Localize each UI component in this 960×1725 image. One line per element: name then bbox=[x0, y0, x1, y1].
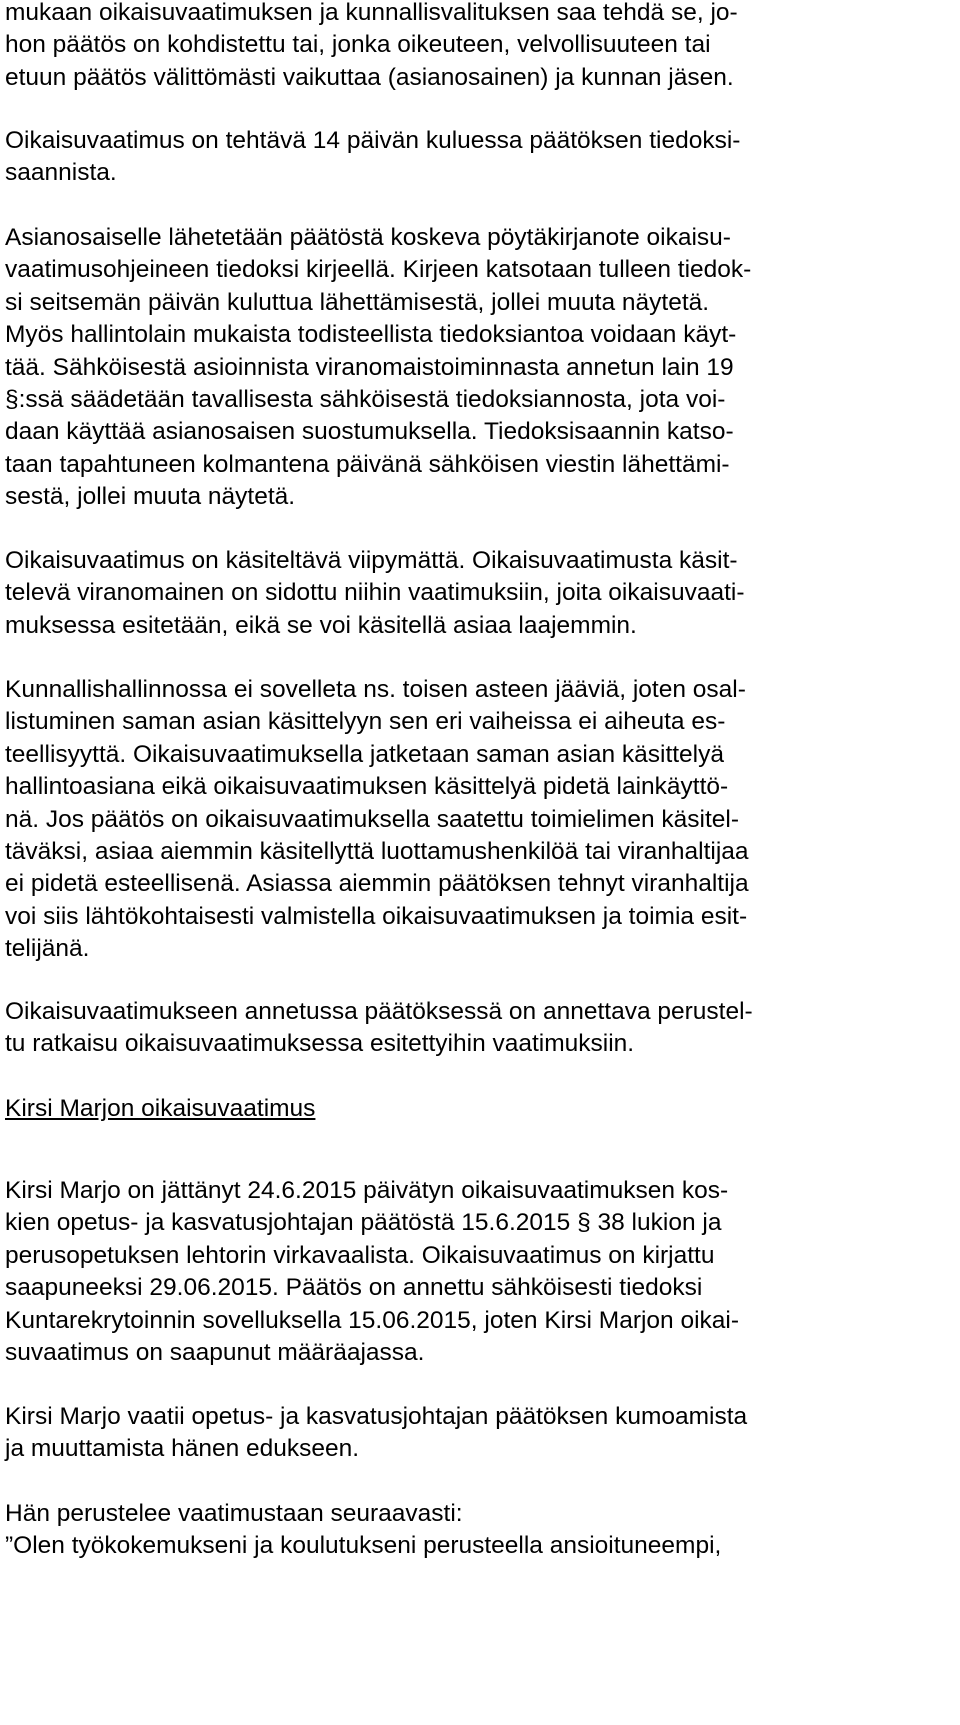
section-heading bbox=[5, 1093, 315, 1125]
paragraph-processing bbox=[5, 545, 744, 642]
text-line: Kirsi Marjo on jättänyt 24.6.2015 päivätyn oikaisuvaatimuksen kos- bbox=[5, 1177, 729, 1204]
text-line: kien opetus- ja kasvatusjohtajan päätöstä 15.6.2015 § 38 lukion ja bbox=[5, 1209, 722, 1237]
text-line: voi siis lähtökohtaisesti valmistella oikaisuvaatimuksen ja toimia esit- bbox=[5, 902, 748, 930]
text-line: telijänä. bbox=[5, 935, 90, 963]
text-line: sestä, jollei muuta näytetä. bbox=[5, 483, 296, 511]
text-line: Myös hallintolain mukaista todisteellista tiedoksiantoa voidaan käyt- bbox=[5, 321, 737, 349]
paragraph-notification bbox=[5, 222, 751, 514]
text-line: tu ratkaisu oikaisuvaatimuksessa esitettyihin vaatimuksiin. bbox=[5, 1030, 635, 1058]
text-line: tää. Sähköisestä asioinnista viranomaistoiminnasta annetun lain 19 bbox=[5, 353, 734, 381]
text-line: daan käyttää asianosaisen suostumuksella. Tiedoksisaannin katso- bbox=[5, 418, 734, 446]
text-line: televä viranomainen on sidottu niihin vaatimuksiin, joita oikaisuvaati- bbox=[5, 579, 745, 607]
text-line: Hän perustelee vaatimustaan seuraavasti: bbox=[5, 1500, 463, 1527]
text-line: nä. Jos päätös on oikaisuvaatimuksella saatettu toimielimen käsitel- bbox=[5, 805, 740, 833]
paragraph-reasoned-decision bbox=[5, 996, 753, 1061]
text-line: saannista. bbox=[5, 159, 117, 187]
text-line: ”Olen työkokemukseni ja koulutukseni perusteella ansioituneempi, bbox=[5, 1532, 722, 1560]
text-line: Kirsi Marjo vaatii opetus- ja kasvatusjohtajan päätöksen kumoamista bbox=[5, 1403, 748, 1430]
text-line: ja muuttamista hänen edukseen. bbox=[5, 1435, 360, 1463]
text-line: ei pidetä esteellisenä. Asiassa aiemmin päätöksen tehnyt viranhaltija bbox=[5, 870, 749, 898]
text-line: si seitsemän päivän kuluttua lähettämisestä, jollei muuta näytetä. bbox=[5, 288, 710, 316]
text-line: Kunnallishallinnossa ei sovelleta ns. toisen asteen jääviä, joten osal- bbox=[5, 676, 746, 703]
text-line: suvaatimus on saapunut määräajassa. bbox=[5, 1338, 425, 1366]
text-line: vaatimusohjeineen tiedoksi kirjeellä. Kirjeen katsotaan tulleen tiedok- bbox=[5, 256, 752, 284]
text-line: Asianosaiselle lähetetään päätöstä koskeva pöytäkirjanote oikaisu- bbox=[5, 224, 731, 251]
paragraph-appeal-deadline bbox=[5, 125, 740, 190]
paragraph-justification bbox=[5, 1498, 721, 1563]
text-line: listuminen saman asian käsittelyyn sen eri vaiheissa ei aiheuta es- bbox=[5, 708, 726, 736]
text-line: täväksi, asiaa aiemmin käsitellyttä luottamushenkilöä tai viranhaltijaa bbox=[5, 837, 749, 865]
text-line: hallintoasiana eikä oikaisuvaatimuksen käsittelyä pidetä lainkäyttö- bbox=[5, 773, 729, 801]
text-line: teellisyyttä. Oikaisuvaatimuksella jatketaan saman asian käsittelyä bbox=[5, 740, 725, 768]
paragraph-disqualification bbox=[5, 674, 749, 966]
text-line: mukaan oikaisuvaatimuksen ja kunnallisvalituksen saa tehdä se, jo- bbox=[5, 0, 738, 26]
text-line: Oikaisuvaatimus on tehtävä 14 päivän kuluessa päätöksen tiedoksi- bbox=[5, 127, 741, 154]
paragraph-appeal-eligibility bbox=[5, 0, 738, 94]
text-line: §:ssä säädetään tavallisesta sähköisestä tiedoksiannosta, jota voi- bbox=[5, 385, 726, 413]
text-line: Oikaisuvaatimus on käsiteltävä viipymättä. Oikaisuvaatimusta käsit- bbox=[5, 547, 738, 574]
text-line: taan tapahtuneen kolmantena päivänä sähköisen viestin lähettämi- bbox=[5, 450, 730, 478]
text-line: saapuneeksi 29.06.2015. Päätös on annettu sähköisesti tiedoksi bbox=[5, 1274, 703, 1302]
text-line: hon päätös on kohdistettu tai, jonka oikeuteen, velvollisuuteen tai bbox=[5, 31, 711, 59]
text-line: etuun päätös välittömästi vaikuttaa (asianosainen) ja kunnan jäsen. bbox=[5, 63, 734, 91]
text-line: Kuntarekrytoinnin sovelluksella 15.06.2015, joten Kirsi Marjon oikai- bbox=[5, 1306, 740, 1334]
text-line: perusopetuksen lehtorin virkavaalista. Oikaisuvaatimus on kirjattu bbox=[5, 1241, 715, 1269]
text-line: muksessa esitetään, eikä se voi käsitellä asiaa laajemmin. bbox=[5, 611, 637, 639]
text-line: Oikaisuvaatimukseen annetussa päätöksessä on annettava perustel- bbox=[5, 998, 753, 1025]
heading-kirsi-marjo-appeal: Kirsi Marjon oikaisuvaatimus bbox=[5, 1095, 316, 1122]
paragraph-appeal-filed bbox=[5, 1175, 739, 1369]
paragraph-demand bbox=[5, 1401, 747, 1466]
